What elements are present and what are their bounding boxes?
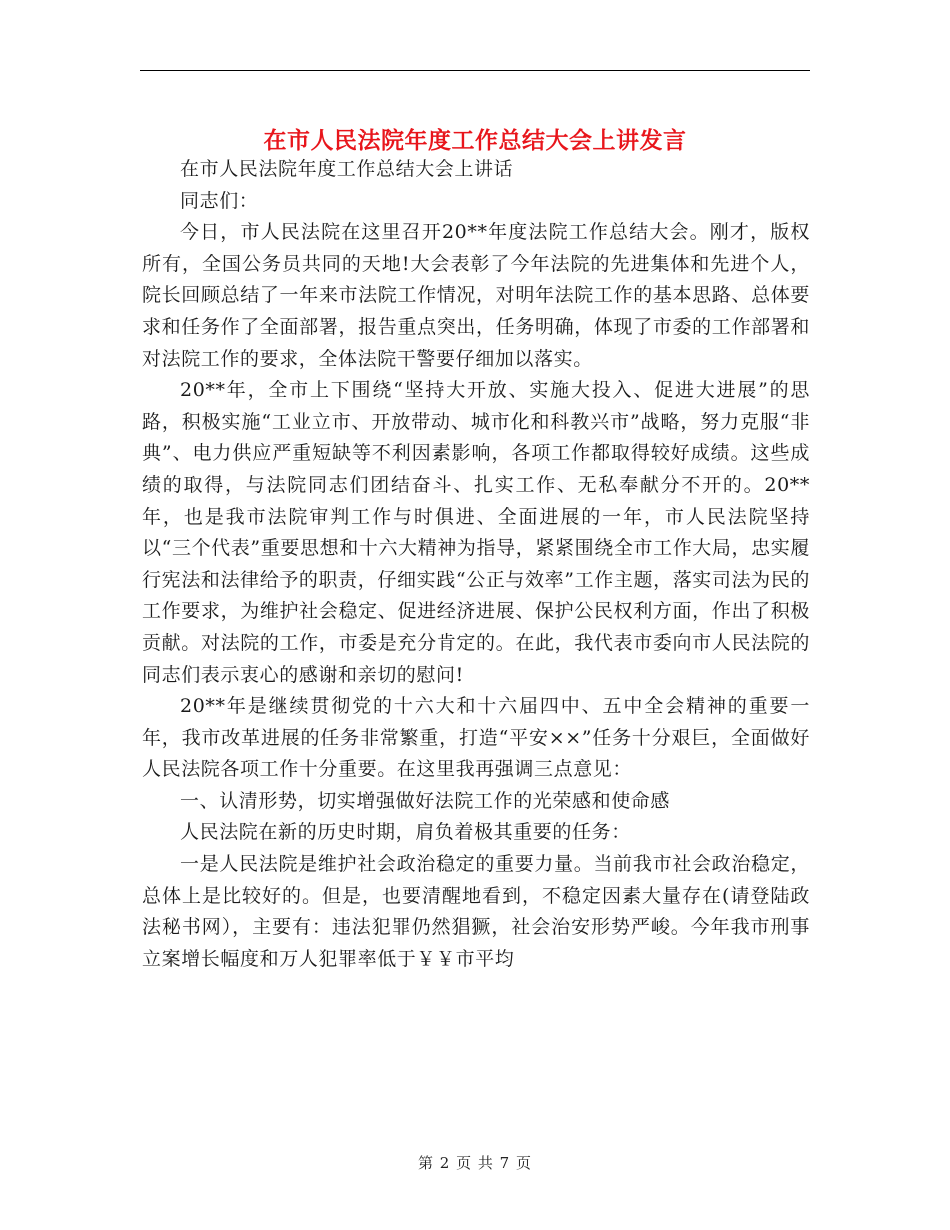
paragraph-salutation: 同志们： xyxy=(180,189,259,212)
paragraph: 20**年是继续贯彻党的十六大和十六届四中、五中全会精神的重要一年，我市改革进展的任务非常繁重，打造“平安××”任务十分艰巨，全面做好人民法院各项工作十分重要。在这里我再强调三点意见： xyxy=(142,695,810,781)
paragraph-heading: 在市人民法院年度工作总结大会上讲话 xyxy=(180,158,514,180)
page-number: 第 2 页 共 7 页 xyxy=(418,1154,532,1172)
document-body xyxy=(142,154,810,975)
document-title: 在市人民法院年度工作总结大会上讲发言 xyxy=(263,127,687,155)
section-heading: 一、认清形势，切实增强做好法院工作的光荣感和使命感 xyxy=(180,789,671,812)
paragraph: 今日，市人民法院在这里召开20**年度法院工作总结大会。刚才，版权所有，全国公务员共同的天地!大会表彰了今年法院的先进集体和先进个人，院长回顾总结了一年来市法院工作情况，对明年法院工作的基本思路、总体要求和任务作了全面部署，报告重点突出，任务明确，体现了市委的工作部署和对法院工作的要求，全体法院干警要仔细加以落实。 xyxy=(142,221,810,370)
paragraph: 一是人民法院是维护社会政治稳定的重要力量。当前我市社会政治稳定，总体上是比较好的。但是，也要清醒地看到，不稳定因素大量存在(请登陆政法秘书网），主要有：违法犯罪仍然猖獗，社会治安形势严峻。今年我市刑事立案增长幅度和万人犯罪率低于￥￥市平均 xyxy=(142,853,810,970)
paragraph: 人民法院在新的历史时期，肩负着极其重要的任务： xyxy=(180,821,631,844)
header-rule xyxy=(140,70,810,71)
paragraph: 20**年，全市上下围绕“坚持大开放、实施大投入、促进大进展”的思路，积极实施“工业立市、开放带动、城市化和科教兴市”战略，努力克服“非典”、电力供应严重短缺等不利因素影响，各项工作都取得较好成绩。这些成绩的取得，与法院同志们团结奋斗、扎实工作、无私奉献分不开的。20**年，也是我市法院审判工作与时俱进、全面进展的一年，市人民法院坚持以“三个代表”重要思想和十六大精神为指导，紧紧围绕全市工作大局，忠实履行宪法和法律给予的职责，仔细实践“公正与效率”工作主题，落实司法为民的工作要求，为维护社会稳定、促进经济进展、保护公民权利方面，作出了积极贡献。对法院的工作，市委是充分肯定的。在此，我代表市委向市人民法院的同志们表示衷心的感谢和亲切的慰问! xyxy=(142,379,810,686)
